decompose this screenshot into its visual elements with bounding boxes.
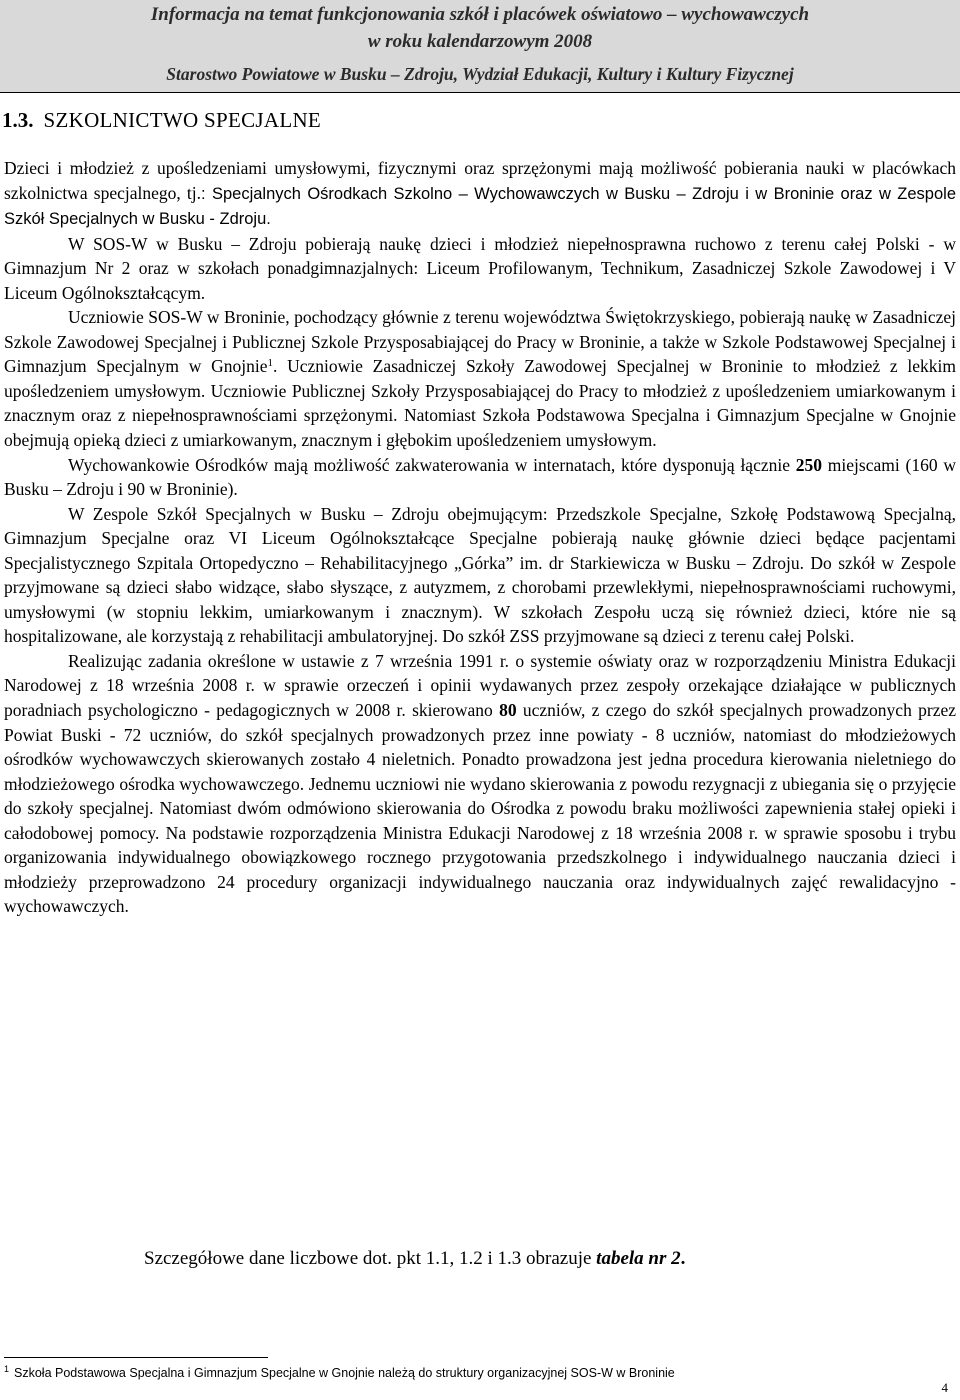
- page-number: 4: [941, 1380, 948, 1395]
- footnote-marker: 1: [4, 1364, 10, 1374]
- table-reference-end: .: [680, 1248, 686, 1269]
- paragraph-referrals: [4, 649, 956, 919]
- footnote-divider: [4, 1357, 268, 1358]
- header-title-line-1: Informacja na temat funkcjonowania szkół i placówek oświatowo – wychowawczych: [150, 4, 810, 25]
- section-title: SZKOLNICTWO SPECJALNE: [43, 108, 322, 132]
- document-body: [4, 156, 956, 919]
- section-heading: [2, 108, 321, 133]
- referred-students-count: 80: [499, 700, 517, 721]
- paragraph-referrals-text-a: Realizując zadania określone w ustawie z 7 września 1991 r. o systemie oświaty oraz w rozporządzeniu Ministra Edukacji Narodowej z 18 września 2008 r. w sprawie orzeczeń i opinii wydawanych przez zespoły orzekające działające w publicznych poradniach psychologiczno - pedagogicznych w 2008 r. skierowano: [4, 650, 956, 721]
- paragraph-boarding: [4, 453, 956, 502]
- paragraph-intro-text-b: : Specjalnych Ośrodkach Szkolno – Wychowawczych w Busku – Zdroju i w Broninie oraz w Zespole Szkół Specjalnych w Busku - Zdroju.: [4, 184, 956, 229]
- header-title-line-2: w roku kalendarzowym 2008: [367, 31, 593, 52]
- footnote: [4, 1366, 675, 1380]
- section-number: 1.3.: [2, 108, 34, 132]
- paragraph-boarding-text-a: Wychowankowie Ośrodków mają możliwość zakwaterowania w internatach, które dysponują łącznie: [68, 454, 796, 475]
- paragraph-boarding-text-b: miejscami (160 w Busku – Zdroju i 90 w Broninie).: [4, 454, 956, 500]
- boarding-places-count: 250: [795, 454, 823, 475]
- paragraph-referrals-text-b: uczniów, z czego do szkół specjalnych prowadzonych przez Powiat Buski - 72 uczniów, do szkół specjalnych prowadzonych przez inne powiaty - 8 uczniów, natomiast do młodzieżowych ośrodków wychowawczych skierowanych zostało 4 nieletnich. Ponadto prowadzona jest jedna procedura kierowania nieletniego do młodzieżowego ośrodka wychowawczego. Jednemu uczniowi nie wydano skierowania z powodu rezygnacji z ubiegania się o przyjęcie do szkoły specjalnej. Natomiast dwóm odmówiono skierowania do Ośrodka z powodu braku możliwości zapewnienia stałej opieki i całodobowej pomocy. Na podstawie rozporządzenia Ministra Edukacji Narodowej z 18 września 2008 r. w sprawie sposobu i trybu organizowania indywidualnego obowiązkowego rocznego przygotowania przedszkolnego i indywidualnego nauczania dzieci i młodzieży przeprowadzono 24 procedury organizacji indywidualnego nauczania oraz indywidualnych zajęć rewalidacyjno - wychowawczych.: [4, 700, 956, 917]
- paragraph-zss: W Zespole Szkół Specjalnych w Busku – Zdroju obejmującym: Przedszkole Specjalne, Szkołę Podstawową Specjalną, Gimnazjum Specjalne oraz VI Liceum Ogólnokształcące Specjalne pobierają naukę głównie dzieci będące pacjentami Specjalistycznego Szpitala Ortopedyczno – Rehabilitacyjnego „Górka” im. dr Starkiewicza w Busku – Zdroju. Do szkół w Zespole przyjmowane są dzieci słabo widzące, słabo słyszące, z autyzmem, z chorobami przewlekłymi, niepełnosprawnościami ruchowymi, umysłowymi (w stopniu lekkim, umiarkowanym i znacznym). W szkołach Zespołu uczą się również dzieci, które nie są hospitalizowane, ale korzystają z rehabilitacji ambulatoryjnej. Do szkół ZSS przyjmowane są dzieci z terenu całej Polski.: [4, 503, 956, 647]
- table-reference-text: Szczegółowe dane liczbowe dot. pkt 1.1, 1.2 i 1.3 obrazuje: [144, 1248, 597, 1269]
- table-reference-emphasis: tabela nr 2: [596, 1248, 681, 1269]
- document-header: [0, 0, 960, 93]
- footnote-text: Szkoła Podstawowa Specjalna i Gimnazjum Specjalne w Gnojnie należą do struktury organizacyjnej SOS-W w Broninie: [14, 1366, 675, 1380]
- paragraph-sosw-bronina: [4, 305, 956, 452]
- paragraph-sosw-busko: W SOS-W w Busku – Zdroju pobierają naukę dzieci i młodzież niepełnosprawna ruchowo z terenu całej Polski - w Gimnazjum Nr 2 oraz w szkołach ponadgimnazjalnych: Liceum Profilowanym, Technikum, Zasadniczej Szkole Zawodowej i V Liceum Ogólnokształcącym.: [4, 233, 956, 303]
- paragraph-intro: [4, 156, 956, 232]
- paragraph-intro-text-a: Dzieci i młodzież z upośledzeniami umysłowymi, fizycznymi oraz sprzężonymi mają możliwość pobierania nauki w placówkach szkolnictwa specjalnego, tj.: [4, 158, 956, 203]
- header-publisher-line: Starostwo Powiatowe w Busku – Zdroju, Wydział Edukacji, Kultury i Kultury Fizycznej: [166, 64, 794, 84]
- table-reference-line: [144, 1248, 685, 1270]
- footnote-reference: 1: [267, 357, 273, 370]
- paragraph-sosw-bronina-text-a: Uczniowie SOS-W w Broninie, pochodzący głównie z terenu województwa Świętokrzyskiego, pobierają naukę w Zasadniczej Szkole Zawodowej Specjalnej i Publicznej Szkole Przysposabiającej do Pracy w Broninie, a także w Szkole Podstawowej Specjalnej i Gimnazjum Specjalnym w Gnojnie: [4, 307, 956, 377]
- paragraph-sosw-bronina-text-b: . Uczniowie Zasadniczej Szkoły Zawodowej Specjalnej w Broninie to młodzież z lekkim upośledzeniem umysłowym. Uczniowie Publicznej Szkoły Przysposabiającej do Pracy to młodzież z upośledzeniem umiarkowanym i znacznym oraz z niepełnosprawnościami sprzężonymi. Natomiast Szkoła Podstawowa Specjalna i Gimnazjum Specjalne w Gnojnie obejmują opieką dzieci z umiarkowanym, znacznym i głębokim upośledzeniem umysłowym.: [4, 356, 956, 451]
